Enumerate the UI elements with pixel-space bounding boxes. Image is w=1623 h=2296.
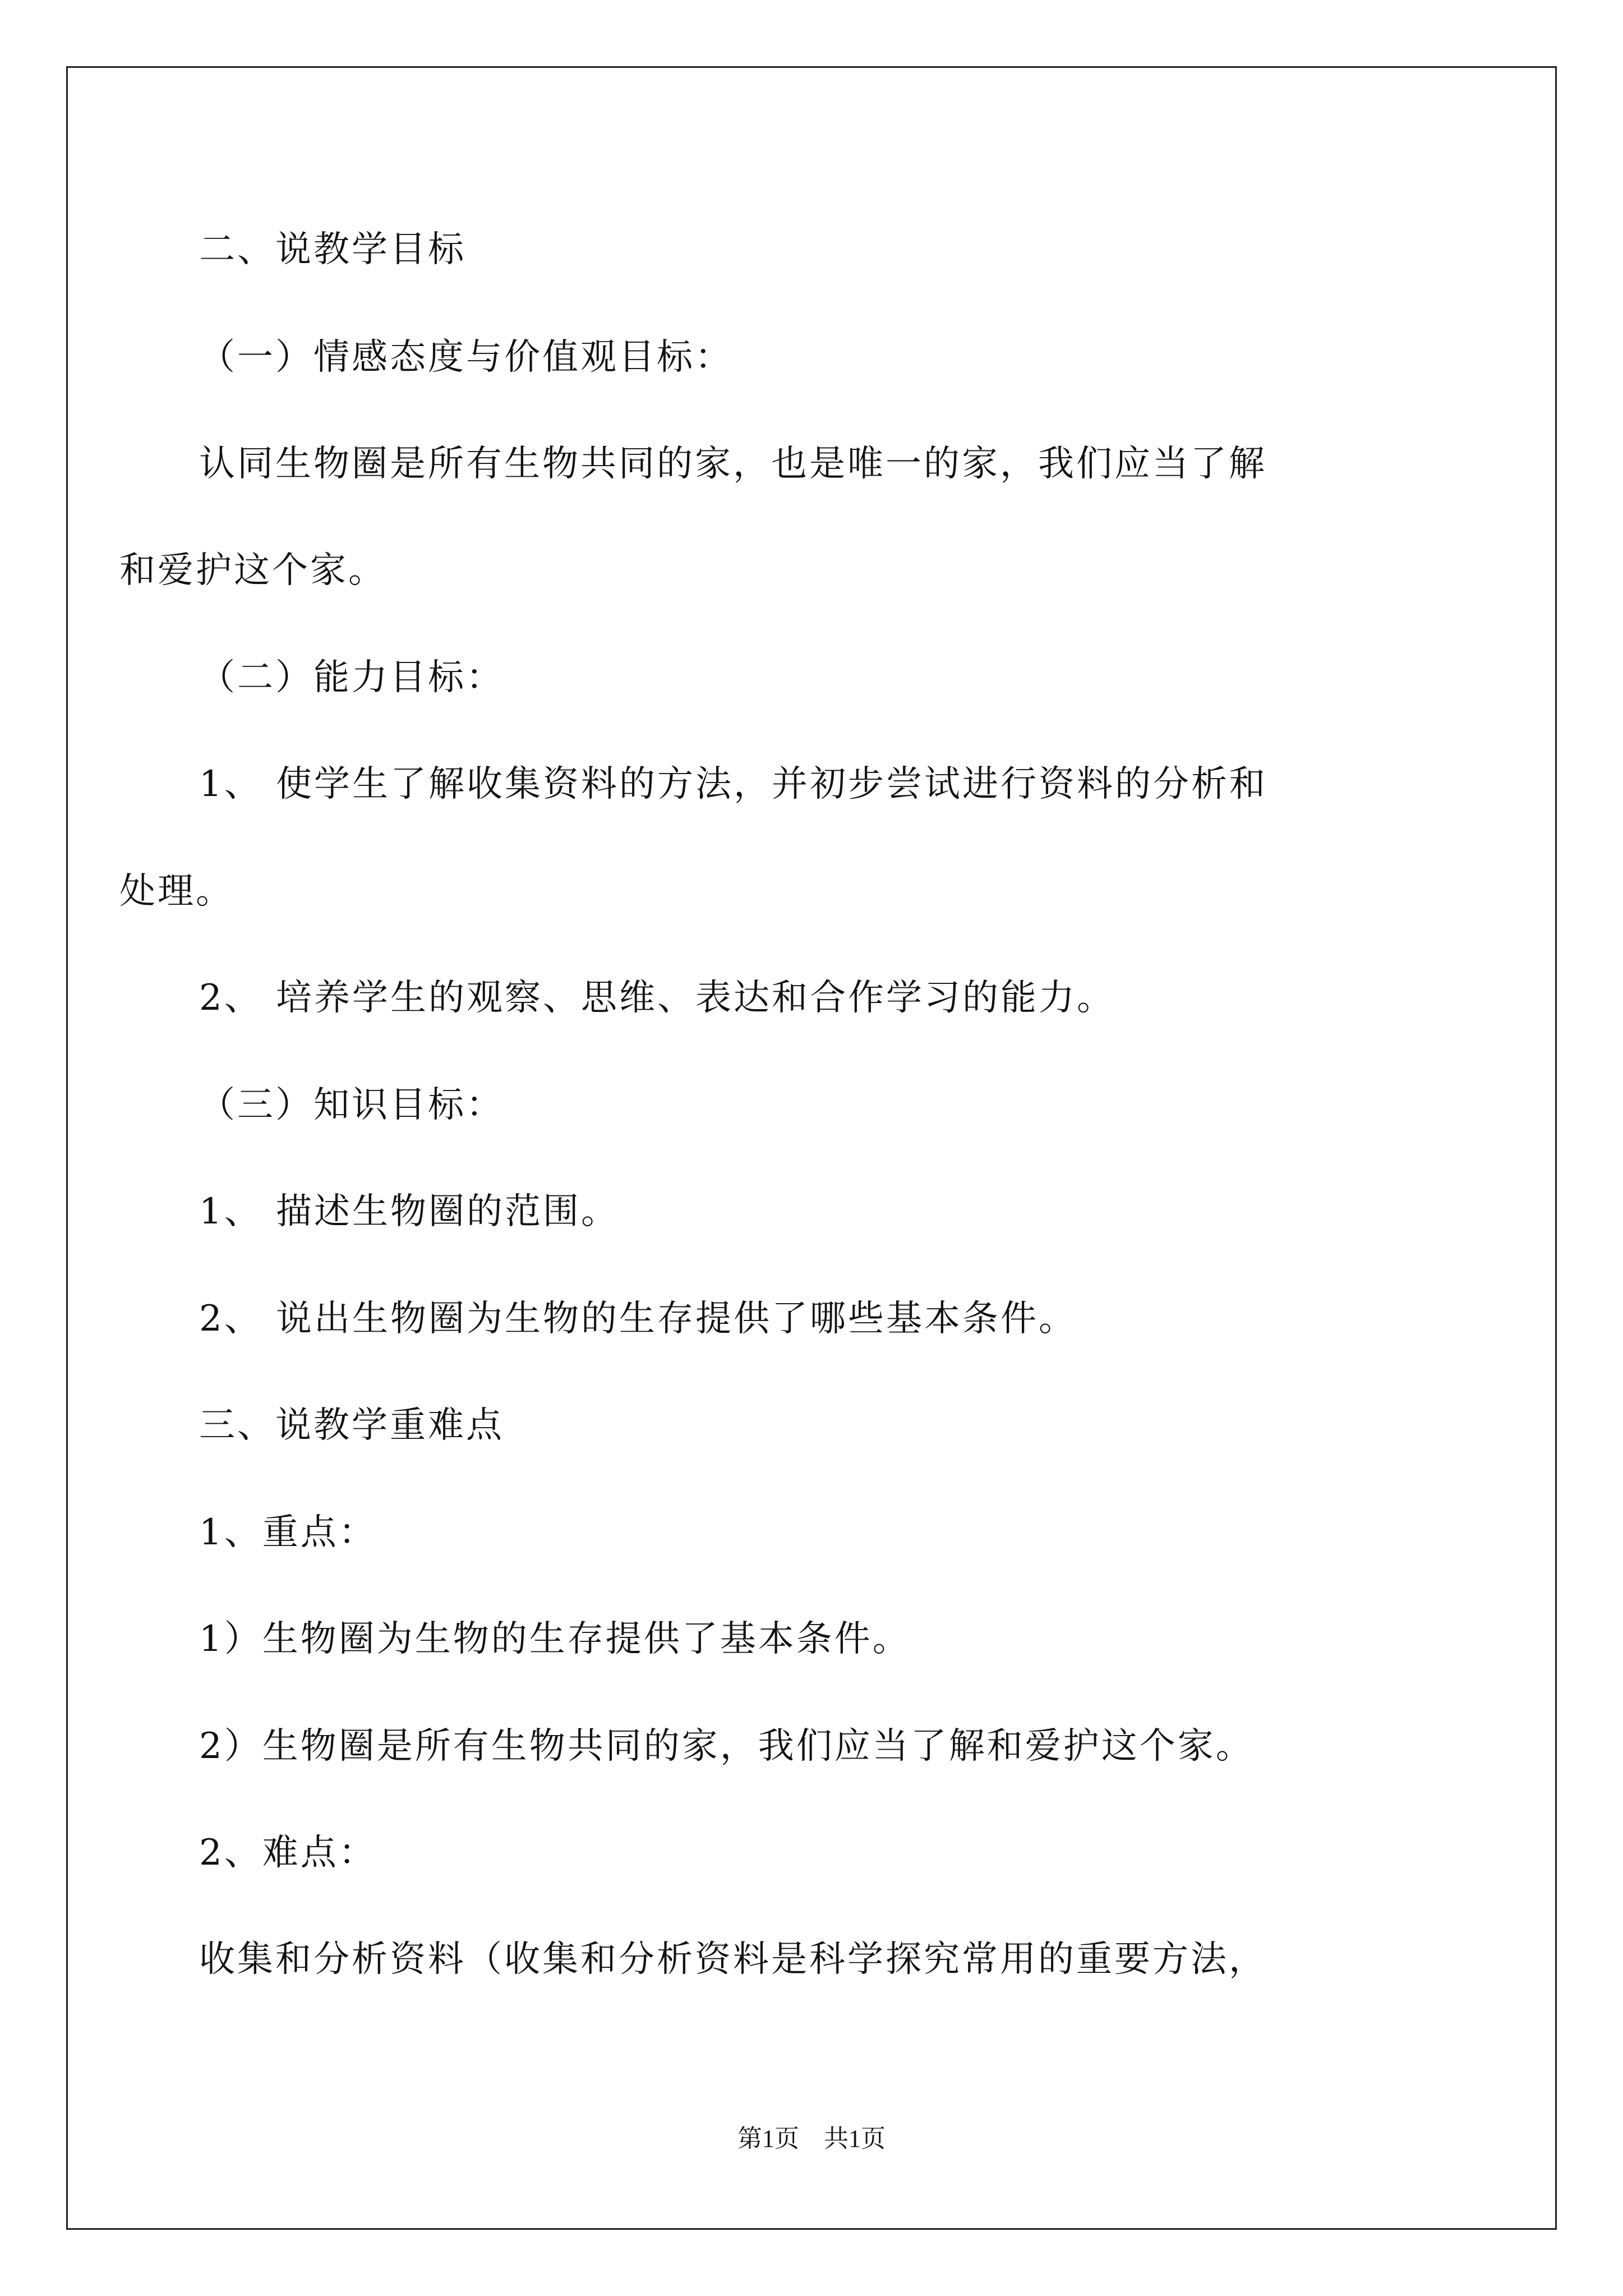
list-item: 1、 描述生物圈的范围。: [199, 1191, 620, 1232]
paragraph-line: 处理。: [119, 871, 234, 912]
page-number-footer: 第1页 共1页: [737, 2125, 886, 2152]
list-item: 2、 培养学生的观察、思维、表达和合作学习的能力。: [199, 977, 1115, 1019]
section-heading-objectives: 二、说教学目标: [199, 229, 466, 270]
subheading-ability-objective: （二）能力目标：: [199, 657, 504, 698]
paragraph-line: 和爱护这个家。: [119, 550, 386, 591]
page-border: [66, 66, 1557, 2230]
list-item: 2）生物圈是所有生物共同的家，我们应当了解和爱护这个家。: [199, 1726, 1254, 1767]
subheading-knowledge-objective: （三）知识目标：: [199, 1084, 504, 1126]
section-heading-key-points: 三、说教学重难点: [199, 1405, 504, 1446]
list-item: 1、 使学生了解收集资料的方法，并初步尝试进行资料的分析和: [199, 763, 1268, 805]
paragraph-line: 收集和分析资料（收集和分析资料是科学探究常用的重要方法，: [199, 1939, 1267, 1980]
list-item: 1）生物圈为生物的生存提供了基本条件。: [199, 1618, 911, 1660]
paragraph-line: 认同生物圈是所有生物共同的家，也是唯一的家，我们应当了解: [199, 443, 1267, 485]
list-item: 2、 说出生物圈为生物的生存提供了哪些基本条件。: [199, 1298, 1077, 1340]
subheading-emotion-objective: （一）情感态度与价值观目标：: [199, 337, 733, 378]
subheading-key-point: 1、重点：: [199, 1512, 377, 1553]
subheading-difficulty: 2、难点：: [199, 1832, 377, 1874]
